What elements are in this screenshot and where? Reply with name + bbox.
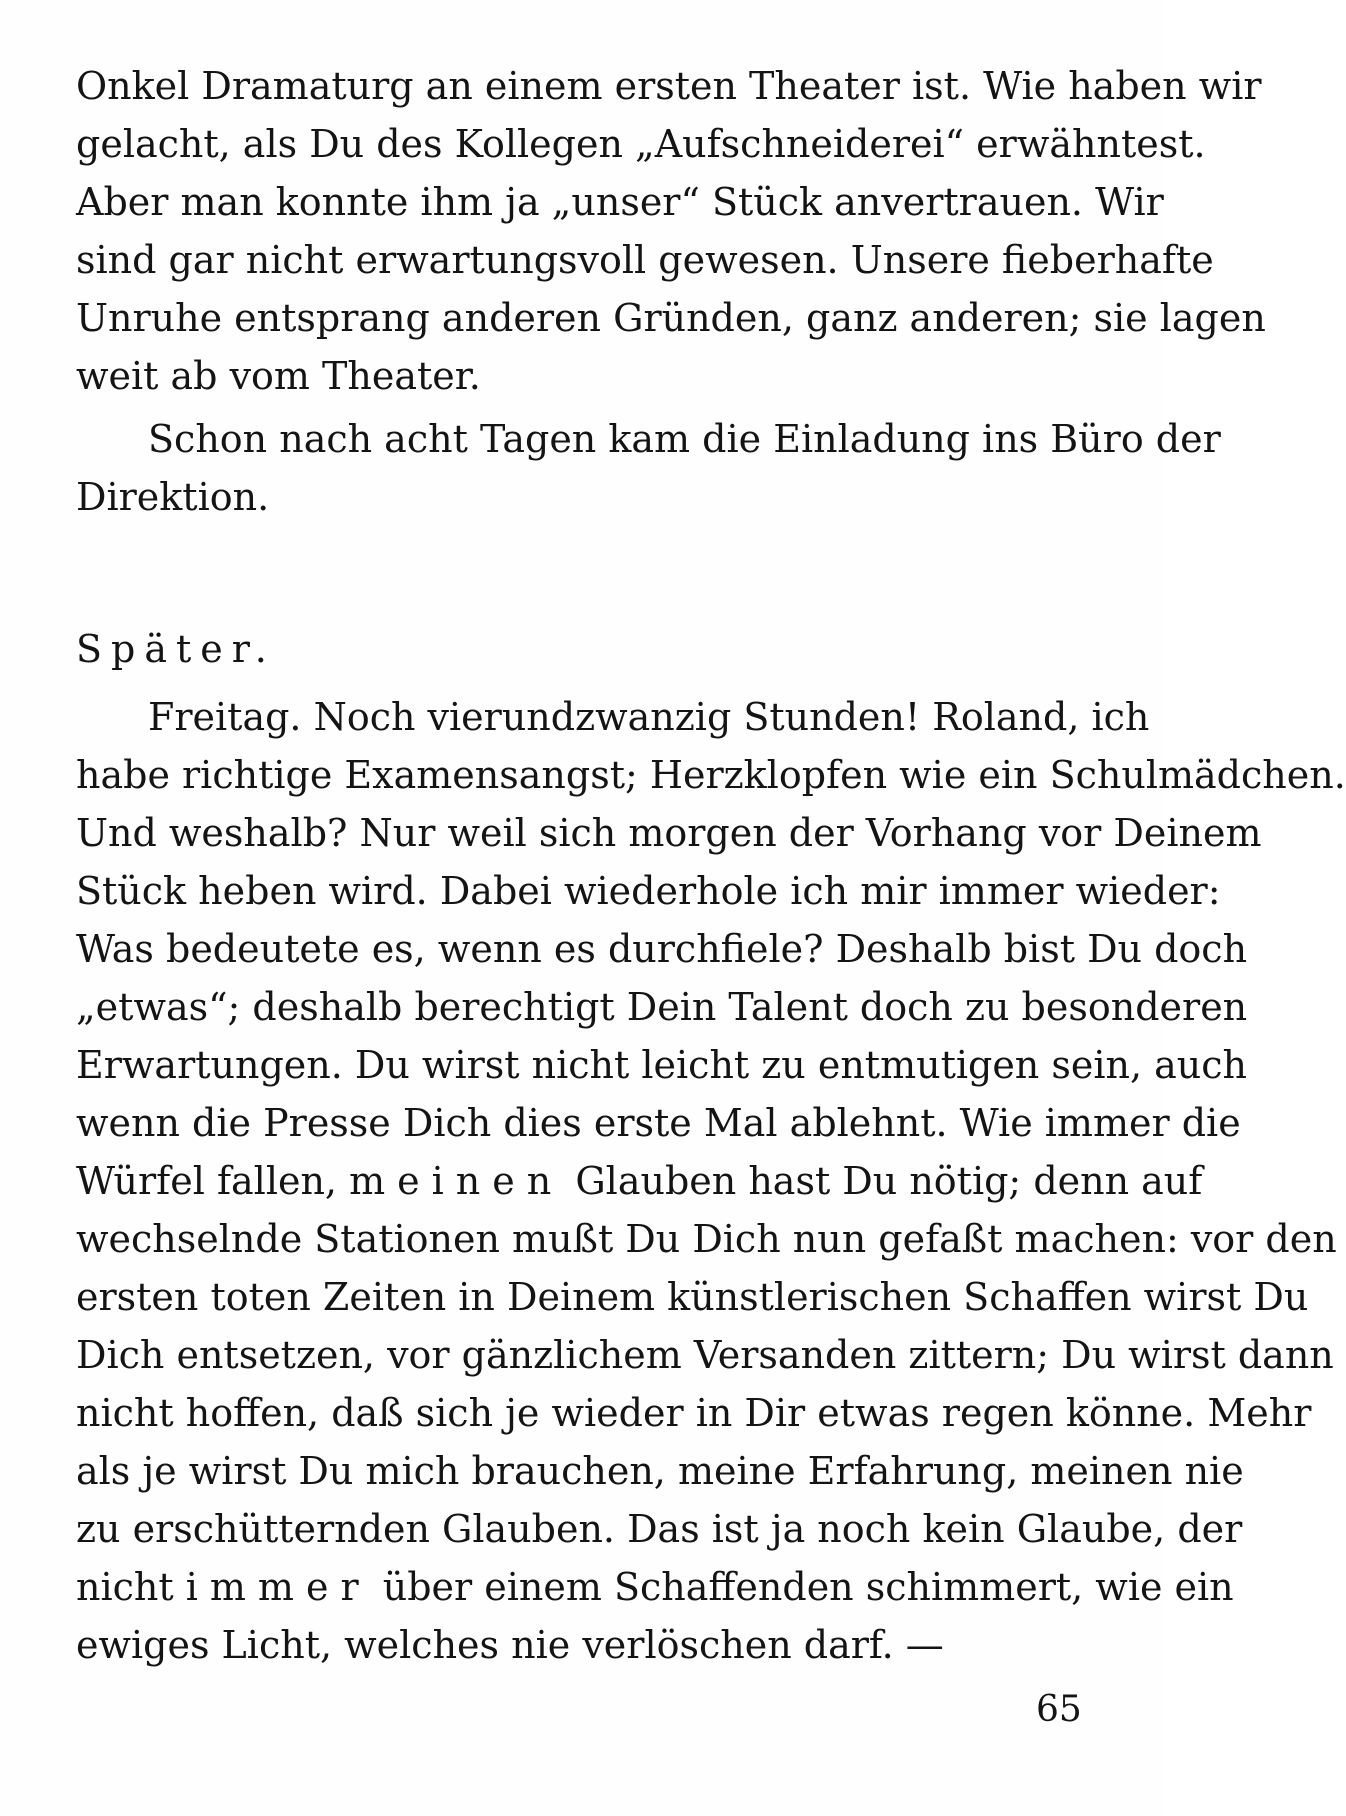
text-line: Onkel Dramaturg an einem ersten Theater ist. Wie haben wir: [76, 64, 1262, 108]
text-line: gelacht, als Du des Kollegen „Aufschneiderei“ erwähntest.: [76, 122, 1206, 166]
text-line: Was bedeutete es, wenn es durchfiele? Deshalb bist Du doch: [76, 927, 1248, 971]
text-line: Dich entsetzen, vor gänzlichem Versanden zittern; Du wirst dann: [76, 1333, 1334, 1377]
paragraph-3: [76, 688, 1346, 1674]
text-segment: über einem Schaffenden schimmert, wie ein: [382, 1565, 1234, 1609]
text-line: Aber man konnte ihm ja „unser“ Stück anvertrauen. Wir: [76, 180, 1164, 224]
text-segment: nicht: [76, 1565, 174, 1609]
text-line: Freitag. Noch vierundzwanzig Stunden! Roland, ich: [148, 695, 1150, 739]
text-line: Direktion.: [76, 475, 270, 519]
text-line: ewiges Licht, welches nie verlöschen darf. —: [76, 1623, 944, 1667]
text-segment: Glauben hast Du nötig; denn auf: [575, 1159, 1203, 1203]
paragraph-1: [76, 57, 1266, 405]
text-line: zu erschütternden Glauben. Das ist ja noch kein Glaube, der: [76, 1507, 1243, 1551]
text-line: weit ab vom Theater.: [76, 354, 481, 398]
section-heading: Später.: [76, 627, 276, 671]
page-number: 65: [1036, 1689, 1082, 1730]
paragraph-2: [76, 410, 1221, 526]
text-line: Erwartungen. Du wirst nicht leicht zu entmutigen sein, auch: [76, 1043, 1248, 1087]
emphasized-word: meinen: [349, 1159, 564, 1203]
text-line: Unruhe entsprang anderen Gründen, ganz anderen; sie lagen: [76, 296, 1266, 340]
text-line: nicht hoffen, daß sich je wieder in Dir etwas regen könne. Mehr: [76, 1391, 1312, 1435]
text-line: sind gar nicht erwartungsvoll gewesen. Unsere fieberhafte: [76, 238, 1214, 282]
text-segment: Würfel fallen,: [76, 1159, 338, 1203]
text-line: Schon nach acht Tagen kam die Einladung ins Büro der: [148, 417, 1221, 461]
emphasized-word: immer: [185, 1565, 371, 1609]
text-line: [76, 1152, 1203, 1210]
text-line: Stück heben wird. Dabei wiederhole ich mir immer wieder:: [76, 869, 1221, 913]
text-line: habe richtige Examensangst; Herzklopfen wie ein Schulmädchen.: [76, 753, 1346, 797]
text-line: wechselnde Stationen mußt Du Dich nun gefaßt machen: vor den: [76, 1217, 1337, 1261]
text-line: „etwas“; deshalb berechtigt Dein Talent doch zu besonderen: [76, 985, 1248, 1029]
text-line: wenn die Presse Dich dies erste Mal ablehnt. Wie immer die: [76, 1101, 1241, 1145]
text-line: Und weshalb? Nur weil sich morgen der Vorhang vor Deinem: [76, 811, 1262, 855]
text-line: als je wirst Du mich brauchen, meine Erfahrung, meinen nie: [76, 1449, 1244, 1493]
text-line: [76, 1558, 1234, 1616]
text-line: ersten toten Zeiten in Deinem künstlerischen Schaffen wirst Du: [76, 1275, 1309, 1319]
